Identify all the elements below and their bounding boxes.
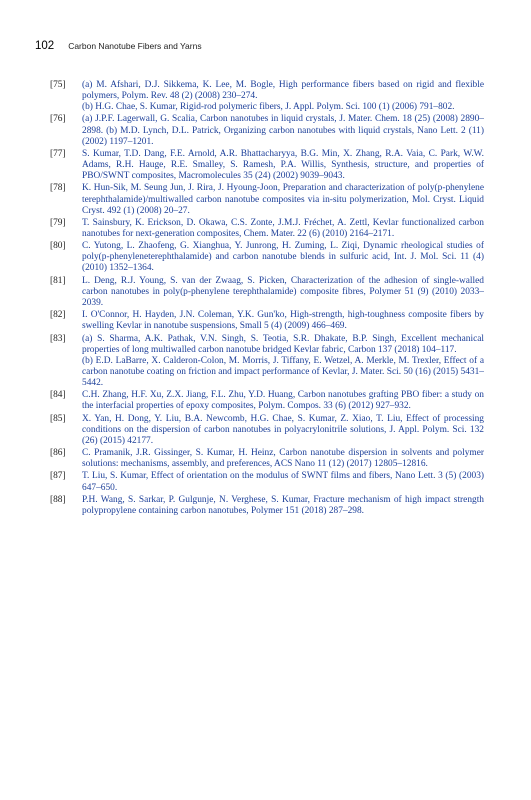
reference-number: [79]	[50, 217, 66, 228]
reference-text	[82, 310, 484, 332]
reference-text	[82, 414, 484, 447]
reference-text	[82, 241, 484, 274]
reference-item	[50, 80, 484, 113]
reference-number: [75]	[50, 80, 66, 90]
reference-item	[50, 276, 484, 309]
reference-text	[82, 471, 484, 493]
reference-citation-link[interactable]: C. Yutong, L. Zhaofeng, G. Xianghua, Y. Junrong, H. Zuming, L. Ziqi, Dynamic rheological studies of poly(p-phenyleneterephthalamide) and carbon nanotube blends in sulfuric acid, Int. J. Mol. Sci. 11 (4) (2010) 1352–1364.	[82, 241, 484, 274]
reference-text	[82, 183, 484, 216]
reference-text	[82, 448, 484, 470]
reference-citation-link[interactable]: (a) M. Afshari, D.J. Sikkema, K. Lee, M. Bogle, High performance fibers based on rigid and flexible polymers, Polym. Rev. 48 (2) (2008) 230–274.	[82, 80, 484, 102]
reference-citation-link[interactable]: S. Kumar, T.D. Dang, F.E. Arnold, A.R. Bhattacharyya, B.G. Min, X. Zhang, R.A. Vaia, C. Park, W.W. Adams, R.H. Hauge, R.E. Smalley, S. Ramesh, P.A. Willis, Synthesis, structure, and properties of PBO/SWNT composites, Macromolecules 35 (24) (2002) 9039–9043.	[82, 148, 484, 182]
reference-number: [85]	[50, 413, 66, 424]
reference-citation-link[interactable]: (a) S. Sharma, A.K. Pathak, V.N. Singh, S. Teotia, S.R. Dhakate, B.P. Singh, Excellent mechanical properties of long multiwalled carbon nanotube bridged Kevlar fabric, Carbon 137 (2018) 104–117.	[82, 333, 484, 355]
reference-number: [82]	[50, 310, 66, 321]
reference-text	[82, 218, 484, 240]
reference-citation-link[interactable]: T. Liu, S. Kumar, Effect of orientation on the modulus of SWNT films and fibers, Nano Lett. 3 (5) (2003) 647–650.	[82, 471, 484, 493]
reference-number: [84]	[50, 390, 66, 401]
reference-text	[82, 334, 484, 389]
reference-citation-link[interactable]: P.H. Wang, S. Sarkar, P. Gulgunje, N. Verghese, S. Kumar, Fracture mechanism of high impact strength polypropylene containing carbon nanotubes, Polymer 151 (2018) 287–298.	[82, 494, 484, 516]
reference-item	[50, 183, 484, 216]
reference-citation-link[interactable]: (b) E.D. LaBarre, X. Calderon-Colon, M. Morris, J. Tiffany, E. Wetzel, A. Merkle, M. Trexler, Effect of a carbon nanotube coating on friction and impact performance of Kevlar, J. Mater. Sci. 50 (16) (2015) 5431–5442.	[82, 355, 484, 388]
reference-number: [88]	[50, 494, 66, 505]
reference-citation-link[interactable]: C.H. Zhang, H.F. Xu, Z.X. Jiang, F.L. Zhu, Y.D. Huang, Carbon nanotubes grafting PBO fiber: a study on the interfacial properties of epoxy composites, Polym. Compos. 33 (6) (2012) 927–932.	[82, 390, 484, 412]
reference-item	[50, 218, 484, 240]
reference-item	[50, 149, 484, 182]
reference-list	[50, 80, 484, 518]
reference-citation-link[interactable]: C. Pramanik, J.R. Gissinger, S. Kumar, H. Heinz, Carbon nanotube dispersion in solvents and polymer solutions: mechanisms, assembly, and preferences, ACS Nano 11 (12) (2017) 12805–12816.	[82, 448, 484, 470]
reference-citation-link[interactable]: K. Hun-Sik, M. Seung Jun, J. Rira, J. Hyoung-Joon, Preparation and characterization of poly(p-phenylene terephthalamide)/multiwalled carbon nanotube composites via in-situ polymerization, Mol. Cryst. Liquid Cryst. 492 (1) (2008) 20–27.	[82, 183, 484, 216]
reference-citation-link[interactable]: T. Sainsbury, K. Erickson, D. Okawa, C.S. Zonte, J.M.J. Fréchet, A. Zettl, Kevlar functionalized carbon nanotubes for next-generation composites, Chem. Mater. 22 (6) (2010) 2164–2171.	[82, 217, 484, 239]
reference-text	[82, 495, 484, 517]
reference-number: [78]	[50, 183, 66, 194]
reference-item	[50, 471, 484, 493]
reference-item	[50, 114, 484, 147]
reference-number: [77]	[50, 148, 66, 159]
reference-citation-link[interactable]: (a) J.P.F. Lagerwall, G. Scalia, Carbon nanotubes in liquid crystals, J. Mater. Chem. 18 (25) (2008) 2890–2898. (b) M.D. Lynch, D.L. Patrick, Organizing carbon nanotubes with liquid crystals, Nano Lett. 2 (11) (2002) 1197–1201.	[82, 114, 484, 147]
reference-item	[50, 448, 484, 470]
reference-item	[50, 495, 484, 517]
reference-text	[82, 276, 484, 309]
reference-item	[50, 414, 484, 447]
reference-item	[50, 310, 484, 332]
reference-item	[50, 334, 484, 389]
reference-text	[82, 80, 484, 113]
reference-citation-link[interactable]: (b) H.G. Chae, S. Kumar, Rigid-rod polymeric fibers, J. Appl. Polym. Sci. 100 (1) (2006) 791–802.	[82, 102, 455, 113]
reference-text	[82, 149, 484, 182]
running-title: Carbon Nanotube Fibers and Yarns	[68, 41, 202, 51]
reference-item	[50, 390, 484, 412]
reference-text	[82, 390, 484, 412]
reference-citation-link[interactable]: I. O'Connor, H. Hayden, J.N. Coleman, Y.K. Gun'ko, High-strength, high-toughness composite fibers by swelling Kevlar in nanotube suspensions, Small 5 (4) (2009) 466–469.	[82, 310, 484, 332]
page-number: 102	[35, 40, 55, 52]
reference-number: [76]	[50, 114, 66, 125]
reference-text	[82, 114, 484, 147]
reference-item	[50, 241, 484, 274]
page-header	[35, 40, 202, 52]
reference-number: [81]	[50, 275, 66, 286]
reference-citation-link[interactable]: L. Deng, R.J. Young, S. van der Zwaag, S. Picken, Characterization of the adhesion of single-walled carbon nanotubes in poly(p-phenylene terephthalamide) composite fibres, Polymer 51 (9) (2010) 2033–2039.	[82, 275, 484, 308]
reference-number: [83]	[50, 333, 66, 344]
reference-number: [80]	[50, 241, 66, 252]
reference-number: [86]	[50, 448, 66, 459]
reference-citation-link[interactable]: X. Yan, H. Dong, Y. Liu, B.A. Newcomb, H.G. Chae, S. Kumar, Z. Xiao, T. Liu, Effect of processing conditions on the dispersion of carbon nanotubes in polyacrylonitrile solutions, J. Appl. Polym. Sci. 132 (26) (2015) 42177.	[82, 413, 484, 446]
reference-number: [87]	[50, 471, 66, 482]
